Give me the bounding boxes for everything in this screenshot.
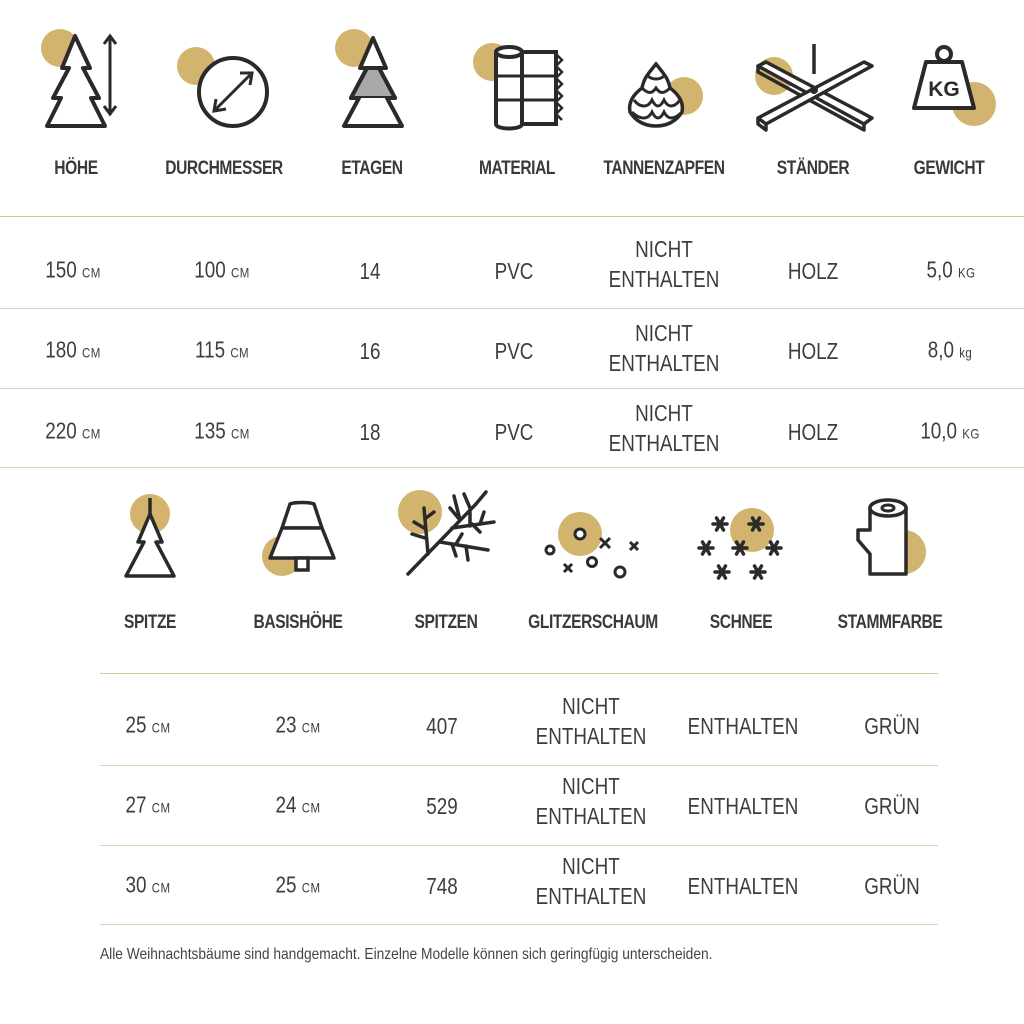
table-2-row-divider xyxy=(100,765,938,766)
t2-r3-glitzerschaum: NICHT ENTHALTEN xyxy=(535,853,647,909)
t2-r1-spitzen: 407 xyxy=(426,713,458,739)
header-tannenzapfen: TANNENZAPFEN xyxy=(603,158,725,179)
header-spitze: SPITZE xyxy=(123,612,177,633)
t2-r3-stammfarbe: GRÜN xyxy=(864,873,920,899)
table-1-row-divider xyxy=(0,388,1024,389)
header-etagen: ETAGEN xyxy=(341,158,403,179)
header-glitzerschaum: GLITZERSCHAUM xyxy=(528,612,658,633)
header-gewicht: GEWICHT xyxy=(913,158,985,179)
t1-r2-staender: HOLZ xyxy=(787,338,839,364)
t1-r1-gewicht: 5,0 KG xyxy=(926,256,976,283)
t2-r1-stammfarbe: GRÜN xyxy=(864,713,920,739)
snow-icon xyxy=(696,506,792,586)
tree-top-icon xyxy=(118,494,182,584)
t1-r1-durchmesser: 100 CM xyxy=(194,256,250,283)
footnote: Alle Weihnachtsbäume sind handgemacht. Einzelne Modelle können sich geringfügig unterscheiden. xyxy=(100,946,713,963)
t2-r1-basishoehe: 23 CM xyxy=(275,711,321,738)
table-2-bottom-rule xyxy=(100,924,938,925)
t1-r3-staender: HOLZ xyxy=(787,419,839,445)
weight-kg-icon xyxy=(912,42,1002,132)
t1-r2-etagen: 16 xyxy=(359,338,381,364)
t1-r3-tannenzapfen: NICHT ENTHALTEN xyxy=(608,400,720,456)
tree-tiers-icon xyxy=(332,28,422,132)
t1-r1-staender: HOLZ xyxy=(787,258,839,284)
glitter-icon xyxy=(542,510,646,586)
t2-r2-stammfarbe: GRÜN xyxy=(864,793,920,819)
table-1-row-divider xyxy=(0,308,1024,309)
header-durchmesser: DURCHMESSER xyxy=(165,158,283,179)
t1-r1-etagen: 14 xyxy=(359,258,381,284)
header-basishoehe: BASISHÖHE xyxy=(253,612,343,633)
t2-r2-spitzen: 529 xyxy=(426,793,458,819)
t2-r2-spitze: 27 CM xyxy=(125,791,171,818)
t1-r2-material: PVC xyxy=(494,338,534,364)
t2-r2-glitzerschaum: NICHT ENTHALTEN xyxy=(535,773,647,829)
t1-r1-hoehe: 150 CM xyxy=(45,256,101,283)
t1-r2-gewicht: 8,0 kg xyxy=(927,336,973,363)
t1-r2-durchmesser: 115 CM xyxy=(195,336,249,363)
base-height-icon xyxy=(260,498,344,578)
t1-r3-durchmesser: 135 CM xyxy=(194,417,250,444)
trunk-color-icon xyxy=(852,494,932,584)
pine-cone-icon xyxy=(622,60,708,130)
t1-r3-gewicht: 10,0 KG xyxy=(920,417,980,444)
t1-r2-hoehe: 180 CM xyxy=(45,336,101,363)
t1-r1-tannenzapfen: NICHT ENTHALTEN xyxy=(608,236,720,292)
t2-r3-spitze: 30 CM xyxy=(125,871,171,898)
t1-r3-etagen: 18 xyxy=(359,419,381,445)
t1-r2-tannenzapfen: NICHT ENTHALTEN xyxy=(608,320,720,376)
header-material: MATERIAL xyxy=(478,158,556,179)
tree-height-icon xyxy=(38,28,128,132)
header-hoehe: HÖHE xyxy=(54,158,98,179)
cross-stand-icon xyxy=(752,40,882,132)
material-roll-icon xyxy=(472,40,568,132)
header-schnee: SCHNEE xyxy=(709,612,773,633)
t2-r2-basishoehe: 24 CM xyxy=(275,791,321,818)
t1-r1-material: PVC xyxy=(494,258,534,284)
t2-r3-spitzen: 748 xyxy=(426,873,458,899)
table-2-top-rule xyxy=(100,673,938,674)
table-2-row-divider xyxy=(100,845,938,846)
header-spitzen: SPITZEN xyxy=(414,612,478,633)
table-1-top-rule xyxy=(0,216,1024,217)
t2-r3-schnee: ENTHALTEN xyxy=(687,873,799,899)
t2-r1-spitze: 25 CM xyxy=(125,711,171,738)
t2-r1-glitzerschaum: NICHT ENTHALTEN xyxy=(535,693,647,749)
header-staender: STÄNDER xyxy=(776,158,850,179)
t2-r2-schnee: ENTHALTEN xyxy=(687,793,799,819)
header-stammfarbe: STAMMFARBE xyxy=(837,612,943,633)
diameter-icon xyxy=(176,46,272,130)
table-1-bottom-rule xyxy=(0,467,1024,468)
t1-r3-hoehe: 220 CM xyxy=(45,417,101,444)
t2-r3-basishoehe: 25 CM xyxy=(275,871,321,898)
t1-r3-material: PVC xyxy=(494,419,534,445)
svg-text:KG: KG xyxy=(928,78,960,101)
branch-tips-icon xyxy=(394,486,504,582)
t2-r1-schnee: ENTHALTEN xyxy=(687,713,799,739)
